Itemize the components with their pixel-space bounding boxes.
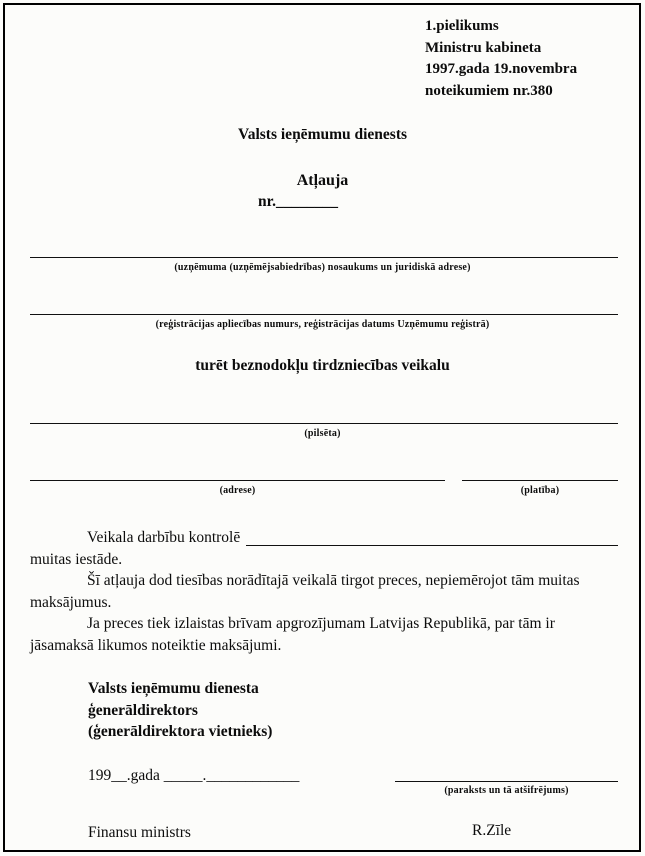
area-caption: (platība) <box>520 485 560 496</box>
minister-label: Finansu ministrs <box>88 824 191 841</box>
area-blank-line <box>462 480 618 481</box>
signer-org: Valsts ieņēmumu dienesta <box>88 680 259 697</box>
annex-line-1: 1.pielikums <box>425 18 499 34</box>
city-caption: (pilsēta) <box>304 428 341 439</box>
control-blank-line <box>246 545 618 546</box>
registration-blank-line <box>30 314 618 315</box>
registration-caption: (reģistrācijas apliecības numurs, reģistrācijas datums Uzņēmumu reģistrā) <box>155 319 490 330</box>
annex-line-4: noteikumiem nr.380 <box>425 82 553 99</box>
organization-title: Valsts ieņēmumu dienests <box>237 126 408 143</box>
signer-block <box>88 678 272 743</box>
annex-line-3: 1997.gada 19.novembra <box>425 61 578 77</box>
rights-paragraph: Šī atļauja dod tiesības norādītajā veikalā tirgot preces, nepiemērojot tām muitas maksājumus. <box>30 572 580 611</box>
address-blank-line <box>30 480 445 481</box>
signature-caption: (paraksts un tā atšifrējums) <box>444 785 569 796</box>
body-paragraphs <box>30 527 618 656</box>
permit-subject: turēt beznodokļu tirdzniecības veikalu <box>195 357 450 374</box>
signer-alt-title: (ģenerāldirektora vietnieks) <box>88 723 273 740</box>
permit-number-field: nr.________ <box>258 193 338 210</box>
annex-reference-block <box>425 16 577 102</box>
control-lead-text: Veikala darbību kontrolē <box>87 529 241 546</box>
control-line <box>30 527 618 549</box>
release-paragraph: Ja preces tiek izlaistas brīvam apgrozījumam Latvijas Republikā, par tām ir jāsamaksā likumos noteiktie maksājumi. <box>30 615 555 654</box>
address-caption: (adrese) <box>219 485 256 496</box>
control-tail-text: muitas iestāde. <box>30 550 123 568</box>
signer-title: ģenerāldirektors <box>88 701 198 719</box>
signature-blank-line <box>395 781 618 782</box>
annex-line-2: Ministru kabineta <box>425 39 542 56</box>
city-blank-line <box>30 423 618 424</box>
document-title: Atļauja <box>296 172 349 189</box>
minister-name: R.Zīle <box>472 822 512 839</box>
date-field: 199__.gada _____.____________ <box>88 767 300 784</box>
company-name-caption: (uzņēmuma (uzņēmējsabiedrības) nosaukums un juridiskā adrese) <box>174 262 471 273</box>
company-name-blank-line <box>30 257 618 258</box>
